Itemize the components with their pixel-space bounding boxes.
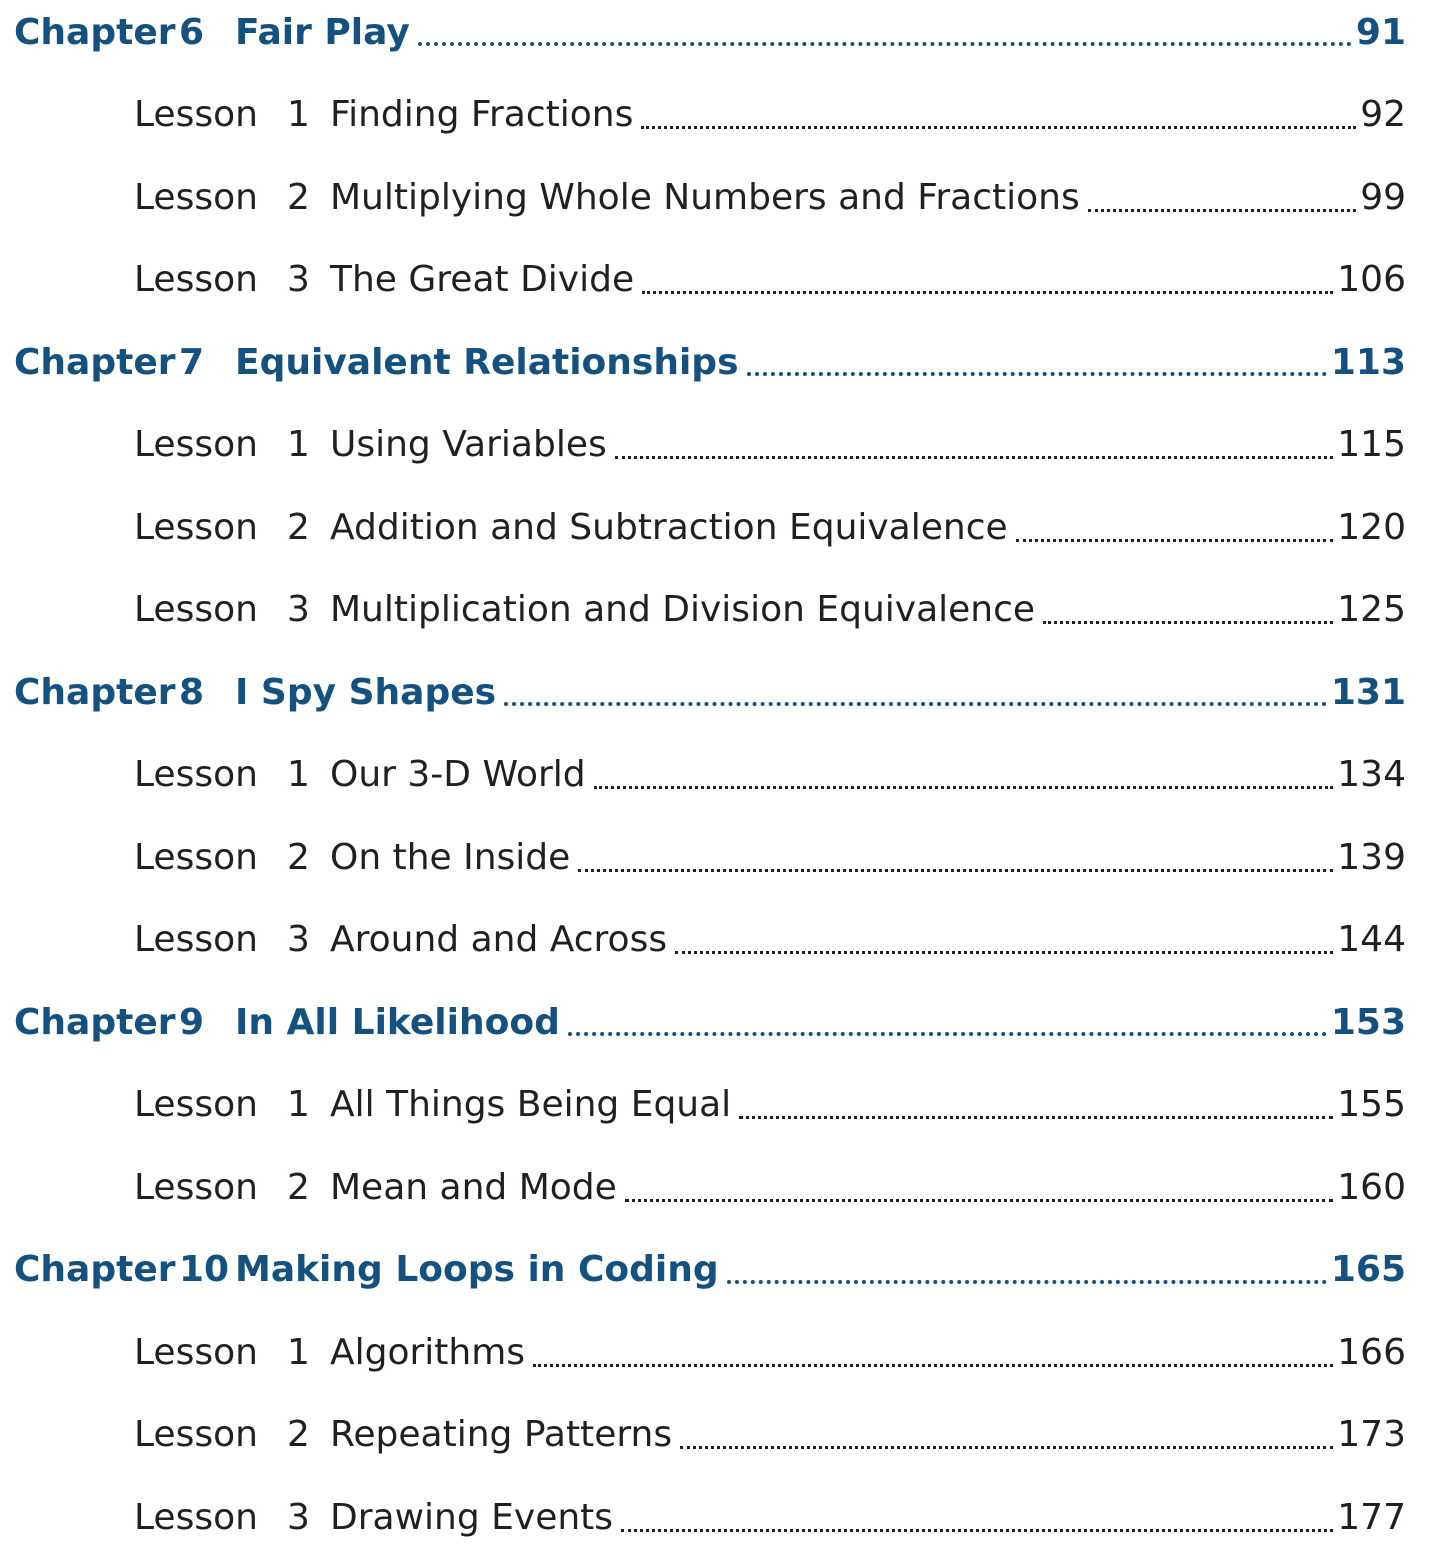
lesson-label: Lesson [134, 1331, 258, 1373]
chapter-number: 10 [179, 1249, 230, 1290]
page-number: 144 [1337, 919, 1406, 960]
dot-leader [621, 1487, 1333, 1547]
dot-leader [727, 1240, 1327, 1300]
dot-leader [675, 910, 1333, 970]
page-number: 113 [1330, 341, 1406, 383]
lesson-label: Lesson [134, 1496, 258, 1538]
toc-lesson-row[interactable] [0, 1157, 1406, 1217]
page-number: 92 [1360, 94, 1406, 135]
chapter-label: Chapter [14, 1249, 176, 1290]
lesson-label: Lesson [134, 1166, 258, 1208]
lesson-label: Lesson [134, 1414, 258, 1455]
lesson-number: 3 [287, 919, 310, 960]
dot-leader [1088, 167, 1356, 227]
lesson-label: Lesson [134, 1084, 258, 1125]
toc-lesson-row[interactable] [0, 250, 1406, 310]
lesson-number: 1 [287, 94, 310, 135]
page-number: 120 [1337, 506, 1406, 548]
page-number: 177 [1337, 1496, 1406, 1538]
page-number: 153 [1330, 1001, 1406, 1043]
chapter-label: Chapter [14, 1001, 176, 1043]
lesson-number: 3 [287, 589, 310, 630]
lesson-number: 2 [287, 1166, 310, 1208]
dot-leader [642, 250, 1333, 310]
page-number: 166 [1337, 1331, 1406, 1373]
toc-lesson-row[interactable] [0, 1405, 1406, 1465]
page-number: 139 [1337, 836, 1406, 878]
toc-lesson-row[interactable] [0, 497, 1406, 557]
dot-leader [533, 1322, 1333, 1382]
dot-leader [1016, 497, 1333, 557]
lesson-number: 2 [287, 836, 310, 878]
toc-chapter-row[interactable] [0, 1240, 1406, 1300]
lesson-title: Repeating Patterns [330, 1414, 673, 1455]
page-number: 125 [1337, 589, 1406, 630]
chapter-label: Chapter [14, 341, 176, 383]
page-number: 165 [1330, 1249, 1406, 1290]
page-number: 106 [1337, 259, 1406, 300]
toc-lesson-row[interactable] [0, 1487, 1406, 1547]
dot-leader [641, 85, 1356, 145]
page-number: 131 [1330, 671, 1406, 713]
lesson-title: Drawing Events [330, 1496, 614, 1538]
dot-leader [1043, 580, 1333, 640]
chapter-title: I Spy Shapes [235, 671, 497, 713]
lesson-title: Using Variables [330, 424, 607, 465]
chapter-title: Making Loops in Coding [235, 1249, 719, 1290]
chapter-number: 6 [179, 11, 205, 53]
lesson-label: Lesson [134, 754, 258, 795]
chapter-label: Chapter [14, 671, 176, 713]
chapter-title: Equivalent Relationships [235, 341, 739, 383]
dot-leader [680, 1405, 1333, 1465]
lesson-title: The Great Divide [330, 259, 635, 300]
toc-lesson-row[interactable] [0, 1075, 1406, 1135]
dot-leader [739, 1075, 1333, 1135]
chapter-number: 8 [179, 671, 205, 713]
lesson-title: Mean and Mode [330, 1166, 617, 1208]
toc-lesson-row[interactable] [0, 415, 1406, 475]
lesson-number: 1 [287, 424, 310, 465]
page-number: 91 [1355, 11, 1406, 53]
page-number: 155 [1337, 1084, 1406, 1125]
dot-leader [568, 992, 1327, 1052]
toc-chapter-row[interactable] [0, 992, 1406, 1052]
toc-lesson-row[interactable] [0, 745, 1406, 805]
dot-leader [625, 1157, 1333, 1217]
dot-leader [418, 2, 1352, 62]
toc-lesson-row[interactable] [0, 85, 1406, 145]
page-number: 160 [1337, 1166, 1406, 1208]
page-number: 115 [1337, 424, 1406, 465]
dot-leader [578, 827, 1333, 887]
dot-leader [594, 745, 1333, 805]
chapter-number: 7 [179, 341, 205, 383]
lesson-label: Lesson [134, 94, 258, 135]
lesson-label: Lesson [134, 176, 258, 218]
lesson-title: Around and Across [330, 919, 668, 960]
toc-chapter-row[interactable] [0, 662, 1406, 722]
toc-lesson-row[interactable] [0, 167, 1406, 227]
lesson-number: 2 [287, 176, 310, 218]
lesson-label: Lesson [134, 919, 258, 960]
lesson-title: Algorithms [330, 1331, 526, 1373]
lesson-number: 1 [287, 1331, 310, 1373]
toc-lesson-row[interactable] [0, 580, 1406, 640]
chapter-title: In All Likelihood [235, 1001, 560, 1043]
lesson-label: Lesson [134, 589, 258, 630]
lesson-title: All Things Being Equal [330, 1084, 732, 1125]
toc-chapter-row[interactable] [0, 2, 1406, 62]
lesson-label: Lesson [134, 836, 258, 878]
page-number: 134 [1337, 754, 1406, 795]
page-number: 99 [1360, 176, 1406, 218]
lesson-number: 1 [287, 754, 310, 795]
lesson-title: On the Inside [330, 836, 571, 878]
lesson-label: Lesson [134, 424, 258, 465]
lesson-title: Addition and Subtraction Equivalence [330, 506, 1008, 548]
lesson-label: Lesson [134, 506, 258, 548]
toc-lesson-row[interactable] [0, 1322, 1406, 1382]
dot-leader [747, 332, 1327, 392]
lesson-label: Lesson [134, 259, 258, 300]
lesson-number: 1 [287, 1084, 310, 1125]
chapter-label: Chapter [14, 11, 176, 53]
lesson-number: 3 [287, 259, 310, 300]
toc-lesson-row[interactable] [0, 827, 1406, 887]
lesson-number: 2 [287, 1414, 310, 1455]
toc-chapter-row[interactable] [0, 332, 1406, 392]
lesson-title: Multiplication and Division Equivalence [330, 589, 1036, 630]
dot-leader [615, 415, 1333, 475]
lesson-number: 3 [287, 1496, 310, 1538]
lesson-title: Multiplying Whole Numbers and Fractions [330, 176, 1080, 218]
dot-leader [504, 662, 1327, 722]
page-number: 173 [1337, 1414, 1406, 1455]
chapter-number: 9 [179, 1001, 205, 1043]
chapter-title: Fair Play [235, 11, 410, 53]
lesson-title: Our 3-D World [330, 754, 586, 795]
toc-lesson-row[interactable] [0, 910, 1406, 970]
lesson-number: 2 [287, 506, 310, 548]
lesson-title: Finding Fractions [330, 94, 634, 135]
